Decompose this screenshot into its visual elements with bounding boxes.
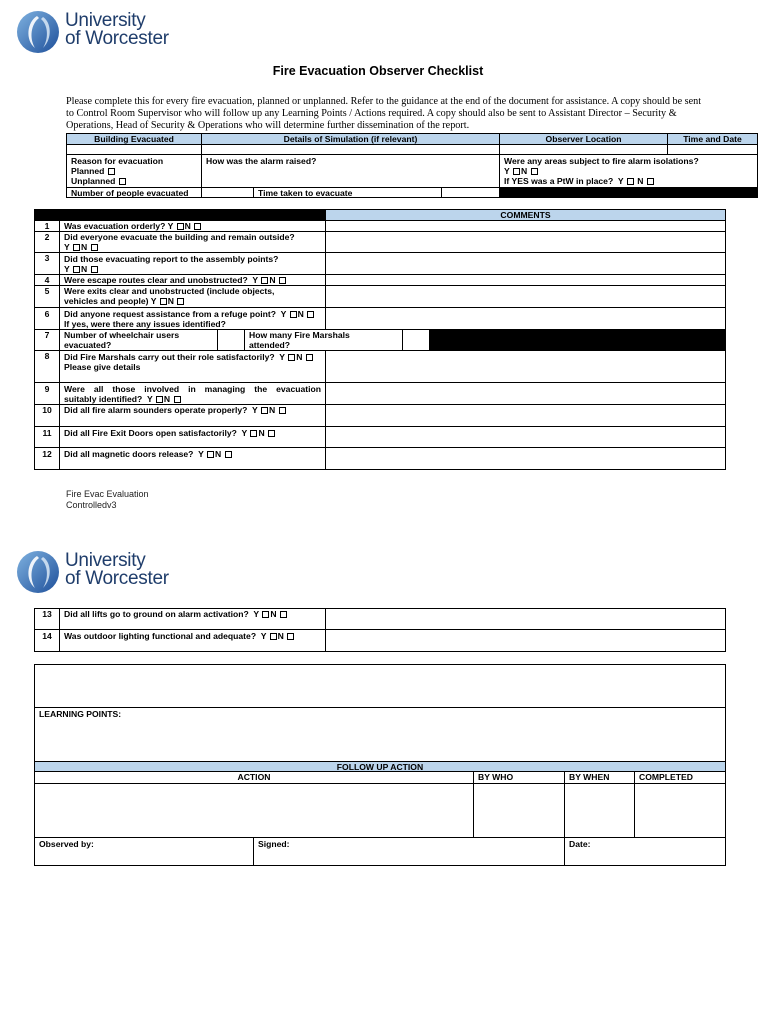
- logo-text-line2: of Worcester: [65, 568, 169, 589]
- question-3: Did those evacuating report to the assembly points? Y N: [59, 252, 326, 275]
- logo-emblem-icon: [15, 8, 63, 56]
- row-number: 14: [34, 629, 60, 652]
- row-number: 5: [34, 285, 60, 308]
- university-logo: [15, 8, 169, 58]
- q11-yes-checkbox[interactable]: [250, 430, 257, 437]
- university-logo: [15, 548, 169, 598]
- q5-yes-checkbox[interactable]: [160, 298, 167, 305]
- by-who-column-header: BY WHO: [473, 771, 565, 784]
- q9-no-checkbox[interactable]: [174, 396, 181, 403]
- comments-header: COMMENTS: [325, 209, 726, 221]
- row-number: 7: [34, 329, 60, 351]
- question-10: Did all fire alarm sounders operate properly? Y N: [59, 404, 326, 427]
- notes-box[interactable]: [34, 664, 726, 708]
- fire-alarm-isolations: Were any areas subject to fire alarm isolations? Y N If YES was a PtW in place? Y N: [499, 154, 758, 188]
- wheelchair-users-field[interactable]: [217, 329, 245, 351]
- learning-points-field[interactable]: LEARNING POINTS:: [34, 707, 726, 762]
- time-taken-field[interactable]: [441, 187, 500, 198]
- comment-11-field[interactable]: [325, 426, 726, 448]
- question-12: Did all magnetic doors release? Y N: [59, 447, 326, 470]
- header-details-simulation: Details of Simulation (if relevant): [201, 133, 500, 145]
- ptw-no-checkbox[interactable]: [647, 178, 654, 185]
- q14-no-checkbox[interactable]: [287, 633, 294, 640]
- question-9: Were all those involved in managing the evacuation suitably identified? Y N: [59, 382, 326, 405]
- num-people-label: Number of people evacuated: [66, 187, 202, 198]
- question-2: Did everyone evacuate the building and remain outside? Y N: [59, 231, 326, 253]
- question-6: Did anyone request assistance from a refuge point? Y N If yes, were there any issues identified?: [59, 307, 326, 330]
- q3-no-checkbox[interactable]: [91, 266, 98, 273]
- blacked-out-cell: [429, 329, 726, 351]
- q10-no-checkbox[interactable]: [279, 407, 286, 414]
- question-5: Were exits clear and unobstructed (include objects, vehicles and people) Y N: [59, 285, 326, 308]
- header-building-evacuated: Building Evacuated: [66, 133, 202, 145]
- q6-yes-checkbox[interactable]: [290, 311, 297, 318]
- unplanned-checkbox[interactable]: [119, 178, 126, 185]
- q1-yes-checkbox[interactable]: [177, 223, 184, 230]
- row-number: 11: [34, 426, 60, 448]
- row-number: 4: [34, 274, 60, 286]
- q12-yes-checkbox[interactable]: [207, 451, 214, 458]
- q13-no-checkbox[interactable]: [280, 611, 287, 618]
- comment-2-field[interactable]: [325, 231, 726, 253]
- comment-10-field[interactable]: [325, 404, 726, 427]
- logo-text-line1: University: [65, 550, 146, 571]
- comment-6-field[interactable]: [325, 307, 726, 330]
- date-field[interactable]: Date:: [564, 837, 726, 866]
- q4-yes-checkbox[interactable]: [261, 277, 268, 284]
- wheelchair-users-label: Number of wheelchair users evacuated?: [59, 329, 218, 351]
- q14-yes-checkbox[interactable]: [270, 633, 277, 640]
- observed-by-field[interactable]: Observed by:: [34, 837, 254, 866]
- header-observer-location: Observer Location: [499, 133, 668, 145]
- by-when-field[interactable]: [564, 783, 635, 838]
- time-taken-label: Time taken to evacuate: [253, 187, 442, 198]
- row-number: 3: [34, 252, 60, 275]
- signed-field[interactable]: Signed:: [253, 837, 565, 866]
- row-number: 9: [34, 382, 60, 405]
- q8-no-checkbox[interactable]: [306, 354, 313, 361]
- fire-marshals-field[interactable]: [402, 329, 430, 351]
- reason-for-evacuation: Reason for evacuation Planned Unplanned: [66, 154, 202, 188]
- comment-9-field[interactable]: [325, 382, 726, 405]
- follow-up-action-header: FOLLOW UP ACTION: [34, 761, 726, 772]
- question-14: Was outdoor lighting functional and adequate? Y N: [59, 629, 326, 652]
- q2-yes-checkbox[interactable]: [73, 244, 80, 251]
- num-people-field[interactable]: [201, 187, 254, 198]
- q13-yes-checkbox[interactable]: [262, 611, 269, 618]
- by-when-column-header: BY WHEN: [564, 771, 635, 784]
- by-who-field[interactable]: [473, 783, 565, 838]
- completed-column-header: COMPLETED: [634, 771, 726, 784]
- row-number: 8: [34, 350, 60, 383]
- question-1: Was evacuation orderly? Y N: [59, 220, 326, 232]
- q3-yes-checkbox[interactable]: [73, 266, 80, 273]
- q9-yes-checkbox[interactable]: [156, 396, 163, 403]
- header-time-date: Time and Date: [667, 133, 758, 145]
- row-number: 2: [34, 231, 60, 253]
- q11-no-checkbox[interactable]: [268, 430, 275, 437]
- action-field[interactable]: [34, 783, 474, 838]
- alarm-raised-field[interactable]: How was the alarm raised?: [201, 154, 500, 188]
- document-footer: Fire Evac Evaluation Controlledv3: [66, 489, 149, 510]
- isolation-yes-checkbox[interactable]: [513, 168, 520, 175]
- isolation-no-checkbox[interactable]: [531, 168, 538, 175]
- comment-3-field[interactable]: [325, 252, 726, 275]
- row-number: 1: [34, 220, 60, 232]
- comment-12-field[interactable]: [325, 447, 726, 470]
- fire-marshals-label: How many Fire Marshals attended?: [244, 329, 403, 351]
- q2-no-checkbox[interactable]: [91, 244, 98, 251]
- q8-yes-checkbox[interactable]: [288, 354, 295, 361]
- action-column-header: ACTION: [34, 771, 474, 784]
- q4-no-checkbox[interactable]: [279, 277, 286, 284]
- comment-8-field[interactable]: [325, 350, 726, 383]
- row-number: 13: [34, 608, 60, 630]
- planned-checkbox[interactable]: [108, 168, 115, 175]
- row-number: 6: [34, 307, 60, 330]
- comment-5-field[interactable]: [325, 285, 726, 308]
- blacked-out-cell: [499, 187, 758, 198]
- question-8: Did Fire Marshals carry out their role satisfactorily? Y N Please give details: [59, 350, 326, 383]
- q10-yes-checkbox[interactable]: [261, 407, 268, 414]
- question-4: Were escape routes clear and unobstructed? Y N: [59, 274, 326, 286]
- logo-text-line1: University: [65, 10, 146, 31]
- comment-14-field[interactable]: [325, 629, 726, 652]
- page-title: Fire Evacuation Observer Checklist: [272, 64, 484, 78]
- row-number: 10: [34, 404, 60, 427]
- row-number: 12: [34, 447, 60, 470]
- ptw-yes-checkbox[interactable]: [627, 178, 634, 185]
- logo-emblem-icon: [15, 548, 63, 596]
- q6-no-checkbox[interactable]: [307, 311, 314, 318]
- question-11: Did all Fire Exit Doors open satisfactorily? Y N: [59, 426, 326, 448]
- q12-no-checkbox[interactable]: [225, 451, 232, 458]
- question-13: Did all lifts go to ground on alarm activation? Y N: [59, 608, 326, 630]
- completed-field[interactable]: [634, 783, 726, 838]
- q5-no-checkbox[interactable]: [177, 298, 184, 305]
- comment-13-field[interactable]: [325, 608, 726, 630]
- q1-no-checkbox[interactable]: [194, 223, 201, 230]
- logo-text-line2: of Worcester: [65, 28, 169, 49]
- intro-text: Please complete this for every fire evacuation, planned or unplanned. Refer to the guidance at the end of the document for assistance. A copy should be sent to Control Room Supervisor who will follow up any Learning Points / Actions required. A copy should also be sent to Assistant Director – Security & Operations, Head of Security & Operations who will determine further dissemination of the report.: [66, 96, 702, 132]
